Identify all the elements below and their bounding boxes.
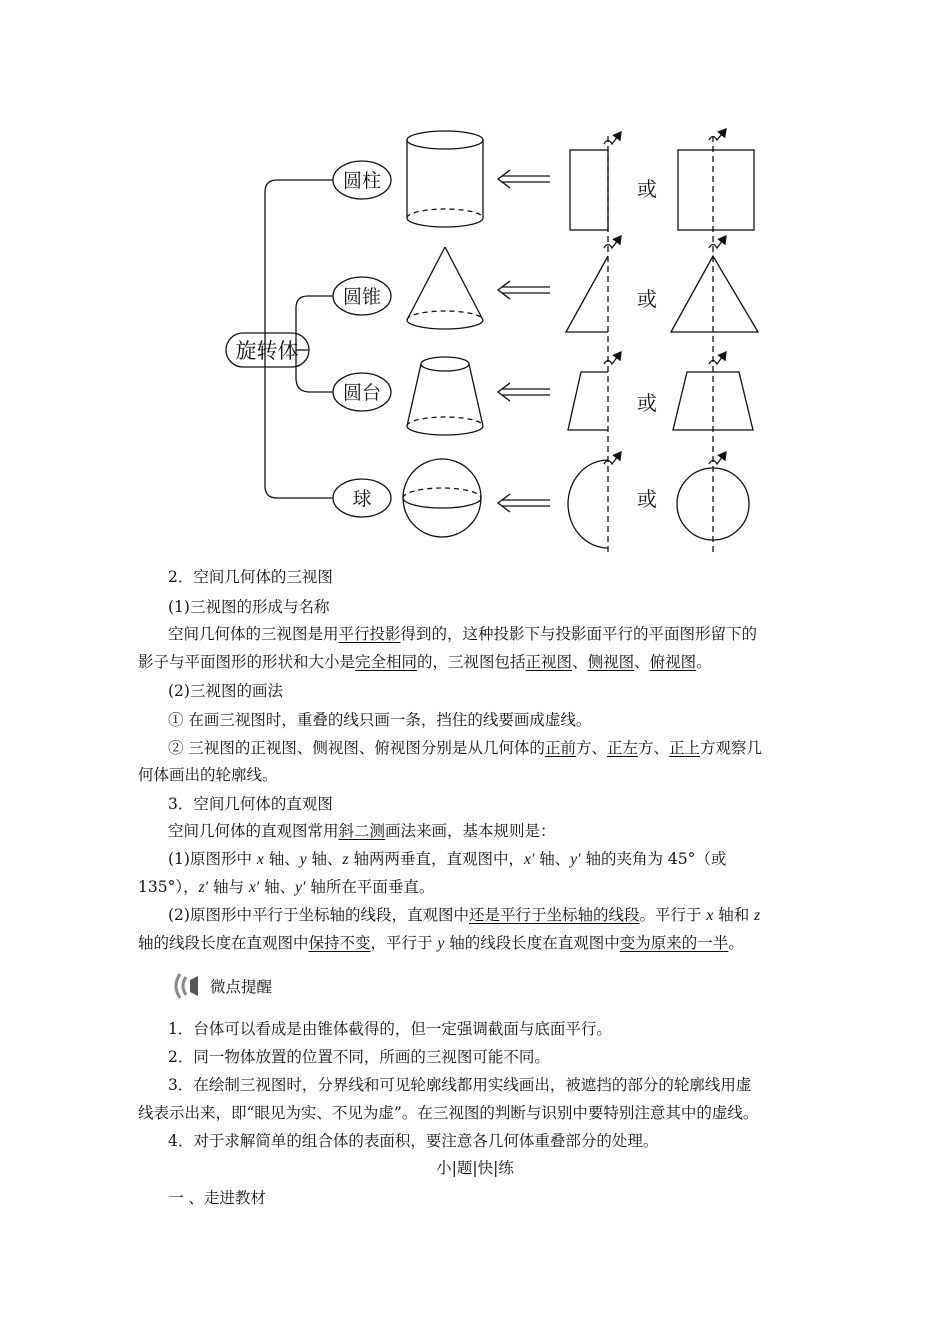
section2-sub1: (1)三视图的形成与名称 [168,598,330,616]
practice-title: 小|题|快|练 [436,1159,514,1177]
connector-cylinder [265,180,333,350]
sphere-figure [403,459,481,537]
rotation-arrow-6 [709,352,726,364]
node-cylinder-label: 圆柱 [342,170,382,192]
root-node-label: 旋转体 [235,339,299,363]
tip-2: 2．同一物体放置的位置不同，所画的三视图可能不同。 [168,1048,550,1066]
connector-cone [296,296,333,350]
rotation-arrow-4 [709,236,726,248]
section2-rule1: ① 在画三视图时，重叠的线只画一条，挡住的线要画成虚线。 [168,711,592,729]
rotation-arrow-8 [709,452,726,464]
node-cone-label: 圆锥 [342,286,382,308]
tips-label: 微点提醒 [210,978,273,996]
frustum-figure [407,357,483,435]
section2-p1-line2: 影子与平面图形的形状和大小是完全相同的，三视图包括正视图、侧视图、俯视图。 [138,653,712,671]
rotation-arrow-7 [604,452,621,464]
section2-sub2: (2)三视图的画法 [168,682,283,700]
section3-item1-line2: 135°），z′ 轴与 x′ 轴、y′ 轴所在平面垂直。 [138,878,435,896]
section2-p1-line1: 空间几何体的三视图是用平行投影得到的，这种投影下与投影面平行的平面图形留下的 [168,625,758,643]
rotation-arrow-2 [709,129,726,140]
rotation-arrow-5 [604,352,621,364]
or-label-4: 或 [637,487,657,511]
arrow-cylinder [498,170,550,188]
cone-right-triangle [566,256,608,332]
connector-sphere [265,350,333,498]
section3-item2-line2: 轴的线段长度在直观图中保持不变，平行于 y 轴的线段长度在直观图中变为原来的一半。 [138,934,744,952]
rotation-arrow-1 [604,132,621,144]
node-sphere-label: 球 [352,488,372,510]
cylinder-full-rect [678,150,754,230]
arrow-sphere [498,494,550,512]
sphere-semicircle [568,460,608,548]
practice-subheading: 一 、走进教材 [168,1189,266,1207]
tip-3-line1: 3．在绘制三视图时，分界线和可见轮廓线都用实线画出，被遮挡的部分的轮廓线用虚 [168,1076,752,1094]
section2-rule2-line1: ② 三视图的正视图、侧视图、俯视图分别是从几何体的正前方、正左方、正上方观察几 [168,739,763,757]
frustum-trapezoid-half [568,372,608,430]
section3-heading: 3．空间几何体的直观图 [168,795,333,813]
rotation-arrow-3 [604,236,621,248]
connector-frustum [296,350,333,392]
cone-figure [407,247,483,329]
arrow-frustum [498,383,550,401]
cone-full-triangle [671,256,758,332]
section3-intro: 空间几何体的直观图常用斜二测画法来画，基本规则是： [168,822,556,840]
tip-3-line2: 线表示出来，即“眼见为实、不见为虚”。在三视图的判断与识别中要特别注意其中的虚线。 [138,1104,759,1122]
or-label-1: 或 [637,177,657,201]
section2-rule2-line2: 何体画出的轮廓线。 [138,766,278,784]
tip-4: 4．对于求解简单的组合体的表面积，要注意各几何体重叠部分的处理。 [168,1132,659,1150]
or-label-3: 或 [637,391,657,415]
cylinder-figure [407,131,483,227]
node-frustum-label: 圆台 [342,382,382,404]
section3-item2-line1: (2)原图形中平行于坐标轴的线段，直观图中还是平行于坐标轴的线段。平行于 x 轴和 z [168,906,761,924]
section2-heading: 2．空间几何体的三视图 [168,568,333,586]
tips-header [170,968,272,1004]
tip-1: 1．台体可以看成是由锥体截得的，但一定强调截面与底面平行。 [168,1020,612,1038]
or-label-2: 或 [637,287,657,311]
cylinder-half-rect [570,150,608,230]
speaker-icon [170,970,204,1002]
arrow-cone [498,281,550,299]
section3-item1-line1: (1)原图形中 x 轴、y 轴、z 轴两两垂直，直观图中，x′ 轴、y′ 轴的夹角为 45°（或 [168,850,727,868]
rotation-solids-diagram [220,120,780,560]
